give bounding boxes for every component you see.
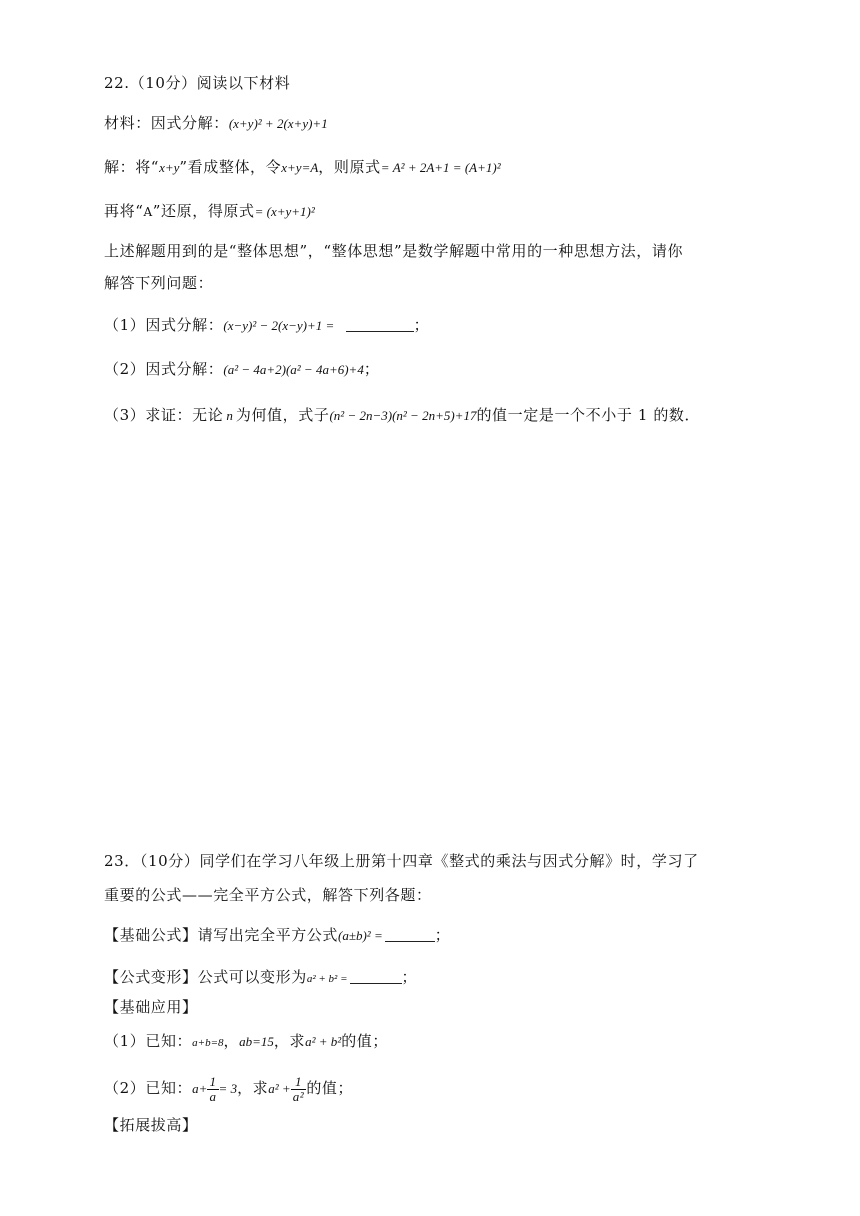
part3-n: n bbox=[226, 408, 233, 423]
q23-application-1 bbox=[104, 1030, 388, 1054]
q23-application-title: 【基础应用】 bbox=[104, 998, 198, 1016]
basic-formula-blank[interactable] bbox=[385, 927, 435, 942]
part3-text-2: 为何值，式子 bbox=[235, 406, 330, 424]
q22-part-2 bbox=[104, 358, 379, 381]
app2-text: ，求 bbox=[237, 1079, 269, 1097]
restore-expr: = (x+y+1)² bbox=[254, 204, 315, 219]
restore-A: A bbox=[143, 205, 153, 219]
q22-part-3 bbox=[104, 404, 700, 427]
part2-end: ； bbox=[363, 360, 380, 378]
transform-end: ； bbox=[401, 968, 418, 986]
q22-material bbox=[104, 112, 328, 135]
part3-expr: (n² − 2n−3)(n² − 2n+5)+17 bbox=[329, 408, 477, 423]
app1-label: （1）已知： bbox=[104, 1032, 193, 1050]
transform-expr: a² + b² = bbox=[306, 973, 348, 985]
q22-header: 22.（10分）阅读以下材料 bbox=[104, 74, 291, 92]
q22-solution bbox=[104, 156, 501, 179]
part1-expr: (x−y)² − 2(x−y)+1 = bbox=[223, 318, 335, 333]
q22-part-1 bbox=[104, 314, 429, 337]
part2-expr: (a² − 4a+2)(a² − 4a+6)+4 bbox=[223, 362, 364, 377]
q23-extend-title: 【拓展拔高】 bbox=[104, 1116, 198, 1134]
material-expression: (x+y)² + 2(x+y)+1 bbox=[228, 116, 328, 131]
part2-label: （2）因式分解： bbox=[104, 360, 224, 378]
part3-text-1: （3）求证：无论 bbox=[104, 406, 224, 424]
app1-text: ，求 bbox=[273, 1032, 306, 1050]
restore-text: 再将“ bbox=[104, 202, 144, 220]
restore-text-2: ”还原，得原式 bbox=[152, 202, 255, 220]
app1-expr-2: ab=15 bbox=[239, 1034, 274, 1049]
q23-header-2: 重要的公式——完全平方公式，解答下列各题： bbox=[104, 886, 432, 904]
q22-paragraph-1: 上述解题用到的是“整体思想”，“整体思想”是数学解题中常用的一种思想方法，请你 bbox=[104, 242, 684, 260]
part1-end: ； bbox=[413, 316, 430, 334]
part1-answer-blank[interactable] bbox=[346, 317, 414, 332]
solution-expr-1: x+y bbox=[159, 160, 180, 175]
app1-expr-1: a+b=8 bbox=[192, 1037, 224, 1049]
app1-expr-3: a² + b² bbox=[305, 1034, 342, 1049]
part1-label: （1）因式分解： bbox=[104, 316, 224, 334]
q22-paragraph-2: 解答下列问题： bbox=[104, 274, 214, 292]
app2-label: （2）已知： bbox=[104, 1079, 193, 1097]
app2-expr-eq: = 3 bbox=[218, 1081, 238, 1096]
basic-formula-end: ； bbox=[434, 926, 451, 944]
solution-text-3: ，则原式 bbox=[318, 158, 381, 176]
app2-fraction-2: $\frac{1}{\text{a²}}$ bbox=[292, 1073, 305, 1104]
basic-formula-label: 【基础公式】请写出完全平方公式 bbox=[104, 926, 339, 944]
q22-restore bbox=[104, 200, 315, 223]
app2-fraction-1: $\frac{1}{a}$ bbox=[209, 1073, 217, 1104]
app2-expr-a: a+ bbox=[192, 1081, 208, 1096]
solution-label: 解：将“ bbox=[104, 158, 160, 176]
q23-header: 23．（10分）同学们在学习八年级上册第十四章《整式的乘法与因式分解》时，学习了 bbox=[104, 852, 699, 870]
basic-formula-expr: (a±b)² = bbox=[338, 928, 383, 943]
app2-expr-a2: a² + bbox=[268, 1081, 291, 1096]
q23-transform bbox=[104, 966, 417, 990]
app1-end: 的值； bbox=[341, 1032, 388, 1050]
solution-text-2: ”看成整体，令 bbox=[179, 158, 282, 176]
part3-text-3: 的值一定是一个不小于 1 的数． bbox=[476, 406, 701, 424]
app1-sep: ， bbox=[223, 1032, 240, 1050]
transform-blank[interactable] bbox=[350, 969, 402, 984]
transform-label: 【公式变形】公式可以变形为 bbox=[104, 968, 307, 986]
app2-end: 的值； bbox=[306, 1079, 354, 1097]
q23-application-2 bbox=[104, 1068, 353, 1109]
solution-expr-3: = A² + 2A+1 = (A+1)² bbox=[380, 160, 501, 175]
q23-basic-formula bbox=[104, 924, 450, 947]
solution-expr-2: x+y=A bbox=[281, 160, 319, 175]
material-label: 材料：因式分解： bbox=[104, 114, 229, 132]
